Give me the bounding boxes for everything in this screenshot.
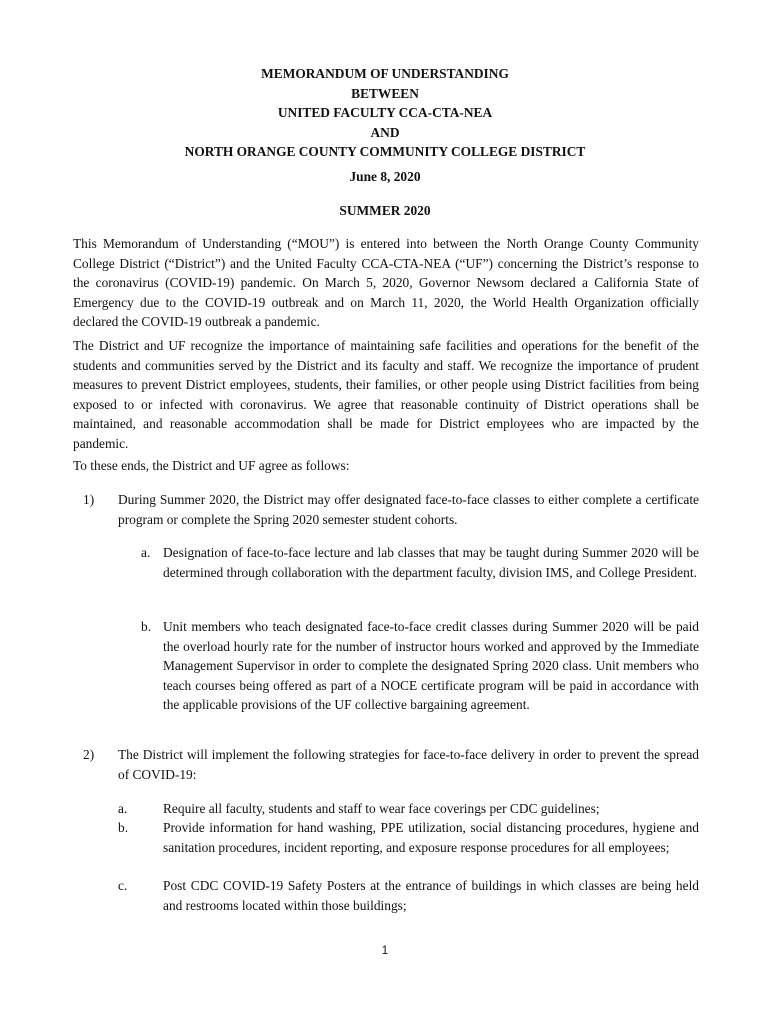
document-subtitle: SUMMER 2020	[339, 203, 431, 218]
sub-item-text: Post CDC COVID-19 Safety Posters at the entrance of buildings in which classes are being held and restrooms located within those buildings;	[163, 878, 699, 913]
sub-item-text: Designation of face-to-face lecture and lab classes that may be taught during Summer 2020 will be determined through collaboration with the department faculty, division IMS, and College President.	[163, 545, 699, 580]
intro-paragraph: This Memorandum of Understanding (“MOU”) is entered into between the North Orange County Community College District (“District”) and the United Faculty CCA-CTA-NEA (“UF”) concerning the District’s response to the coronavirus (COVID-19) pandemic. On March 5, 2020, Governor Newsom declared a California State of Emergency due to the COVID-19 outbreak and on March 11, 2020, the World Health Organization officially declared the COVID-19 outbreak a pandemic.	[73, 236, 699, 329]
list-item-text: The District will implement the following strategies for face-to-face delivery in order to prevent the spread of COVID-19:	[118, 747, 699, 782]
sub-item-text: Unit members who teach designated face-to-face credit classes during Summer 2020 will be paid the overload hourly rate for the number of instructor hours worked and approved by the Immediate Management Supervisor in order to complete the designated Spring 2020 class. Unit members who teach courses being offered as part of a NOCE certificate program will be paid in accordance with the applicable provisions of the UF collective bargaining agreement.	[163, 619, 699, 712]
sub-item-text: Provide information for hand washing, PPE utilization, social distancing procedures, hygiene and sanitation procedures, incident reporting, and exposure response procedures for all employees;	[163, 820, 699, 855]
agree-intro-paragraph: To these ends, the District and UF agree as follows:	[73, 458, 350, 473]
document-date: June 8, 2020	[349, 169, 421, 184]
title-line: MEMORANDUM OF UNDERSTANDING	[261, 66, 509, 81]
title-line: NORTH ORANGE COUNTY COMMUNITY COLLEGE DISTRICT	[184, 144, 586, 159]
title-line: AND	[370, 124, 400, 140]
list-item-text: During Summer 2020, the District may offer designated face-to-face classes to either complete a certificate program or complete the Spring 2020 semester student cohorts.	[118, 492, 699, 527]
sub-list-item	[141, 617, 699, 715]
sub-item-text: Require all faculty, students and staff to wear face coverings per CDC guidelines;	[163, 801, 600, 816]
sub-list-item	[141, 543, 699, 582]
title-line: BETWEEN	[351, 85, 419, 101]
sub-item-letter: c.	[118, 878, 128, 893]
memorandum-title	[0, 64, 770, 162]
list-item	[83, 490, 699, 529]
recognition-paragraph: The District and UF recognize the importance of maintaining safe facilities and operations for the benefit of the students and communities served by the District and its faculty and staff. We recognize the importance of prudent measures to prevent District employees, students, their families, or other people using District facilities from being exposed to or infected with coronavirus. We agree that reasonable continuity of District operations shall be maintained, and reasonable accommodation shall be made for District employees who are impacted by the pandemic.	[73, 338, 699, 451]
title-line: UNITED FACULTY CCA-CTA-NEA	[277, 105, 493, 120]
sub-list-item	[118, 799, 699, 819]
sub-list-item	[118, 876, 699, 915]
page-number: 1	[381, 945, 389, 957]
list-item-number: 2)	[83, 747, 95, 762]
list-item-number: 1)	[83, 492, 95, 507]
sub-item-letter: a.	[118, 801, 128, 816]
sub-item-letter: a.	[141, 545, 151, 560]
list-item	[83, 745, 699, 784]
sub-item-letter: b.	[141, 619, 152, 634]
sub-item-letter: b.	[118, 820, 129, 835]
sub-list-item	[118, 818, 699, 857]
